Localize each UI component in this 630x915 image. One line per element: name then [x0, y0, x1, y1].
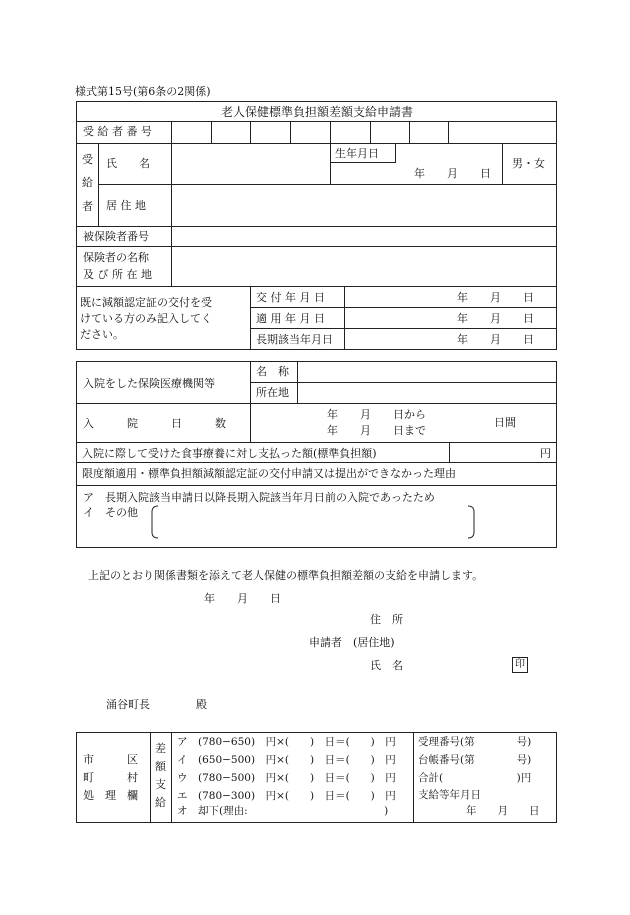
- ledger-number: 台帳番号(第 号): [418, 754, 532, 766]
- calc-row-c: ウ (780−500) 円×( ) 日＝( ) 円: [177, 772, 396, 784]
- seal-mark: 印: [512, 657, 528, 673]
- apply-date-label: 適 用 年 月 日: [256, 312, 325, 325]
- office-label-2: 町 村: [83, 771, 138, 784]
- stay-to: 年 月 日まで: [327, 424, 426, 437]
- calc-row-a: ア (780−650) 円×( ) 日＝( ) 円: [177, 736, 396, 748]
- honorific: 殿: [196, 698, 207, 711]
- declaration-date: 年 月 日: [204, 592, 281, 605]
- recipient-vertical-3: 者: [82, 200, 93, 213]
- payment-vertical-1: 差: [155, 742, 166, 755]
- birth-date-value: 年 月 日: [414, 167, 491, 180]
- payment-date-label: 支給等年月日: [418, 789, 481, 801]
- residence-label: 居 住 地: [106, 199, 146, 212]
- calc-row-e: オ 却下(理由: ): [177, 805, 389, 817]
- reason-label: 限度額適用・標準負担額減額認定証の交付申請又は提出ができなかった理由: [82, 467, 456, 480]
- payment-vertical-4: 給: [155, 796, 166, 809]
- reason-b: イ その他: [83, 506, 138, 519]
- applicant-label: 申請者 (居住地): [309, 636, 395, 649]
- recipient-vertical-2: 給: [82, 176, 93, 189]
- calc-row-d: エ (780−300) 円×( ) 日＝( ) 円: [177, 790, 396, 802]
- recipient-vertical-1: 受: [82, 153, 93, 166]
- payment-vertical-2: 額: [155, 760, 166, 773]
- issue-date-label: 交 付 年 月 日: [256, 291, 325, 304]
- insurer-name-label-2: 及 び 所 在 地: [83, 268, 152, 281]
- form-number: 様式第15号(第6条の2関係): [75, 85, 211, 98]
- stay-from: 年 月 日から: [327, 408, 426, 421]
- form-title: 老人保健標準負担額差額支給申請書: [221, 105, 414, 119]
- apply-date-value: 年 月 日: [457, 312, 534, 325]
- payment-date-value: 年 月 日: [466, 805, 540, 817]
- long-stay-date-label: 長期該当年月日: [256, 333, 333, 346]
- meal-cost-label: 入院に際して受けた食事療養に対し支払った額(標準負担額): [82, 447, 377, 460]
- applicant-name-label: 氏 名: [370, 659, 403, 672]
- addressee: 涌谷町長: [106, 698, 150, 711]
- long-stay-date-value: 年 月 日: [457, 333, 534, 346]
- office-label-1: 市 区: [83, 753, 138, 766]
- days-label: 入 院 日 数: [83, 417, 226, 430]
- birth-date-label: 生年月日: [335, 147, 379, 160]
- issue-date-value: 年 月 日: [457, 291, 534, 304]
- reason-other-brackets: [150, 504, 476, 540]
- hospital-name-label: 名 称: [256, 365, 289, 378]
- meal-cost-yen: 円: [540, 447, 551, 460]
- note-line-3: ださい。: [80, 328, 124, 341]
- total-amount: 合計( )円: [418, 772, 532, 784]
- applicant-address-label: 住 所: [370, 613, 403, 626]
- calc-row-b: イ (650−500) 円×( ) 日＝( ) 円: [177, 754, 396, 766]
- sex-value: 男・女: [512, 157, 545, 170]
- office-label-3: 処 理 欄: [83, 789, 138, 802]
- name-label: 氏 名: [106, 157, 150, 170]
- reason-a: ア 長期入院該当申請日以降長期入院該当年月日前の入院であったため: [83, 491, 435, 504]
- hospital-label: 入院をした保険医療機関等: [83, 377, 215, 390]
- hospital-address-label: 所在地: [256, 386, 289, 399]
- note-line-2: けている方のみ記入してく: [80, 312, 212, 325]
- payment-vertical-3: 支: [155, 778, 166, 791]
- recipient-number-label: 受 給 者 番 号: [83, 125, 152, 138]
- days-unit: 日間: [494, 416, 516, 429]
- receipt-number: 受理番号(第 号): [418, 736, 532, 748]
- insurer-name-label-1: 保険者の名称: [83, 251, 149, 264]
- note-line-1: 既に減額認定証の交付を受: [80, 296, 212, 309]
- declaration-statement: 上記のとおり関係書類を添えて老人保健の標準負担額差額の支給を申請します。: [88, 569, 484, 582]
- insured-number-label: 被保険者番号: [83, 230, 149, 243]
